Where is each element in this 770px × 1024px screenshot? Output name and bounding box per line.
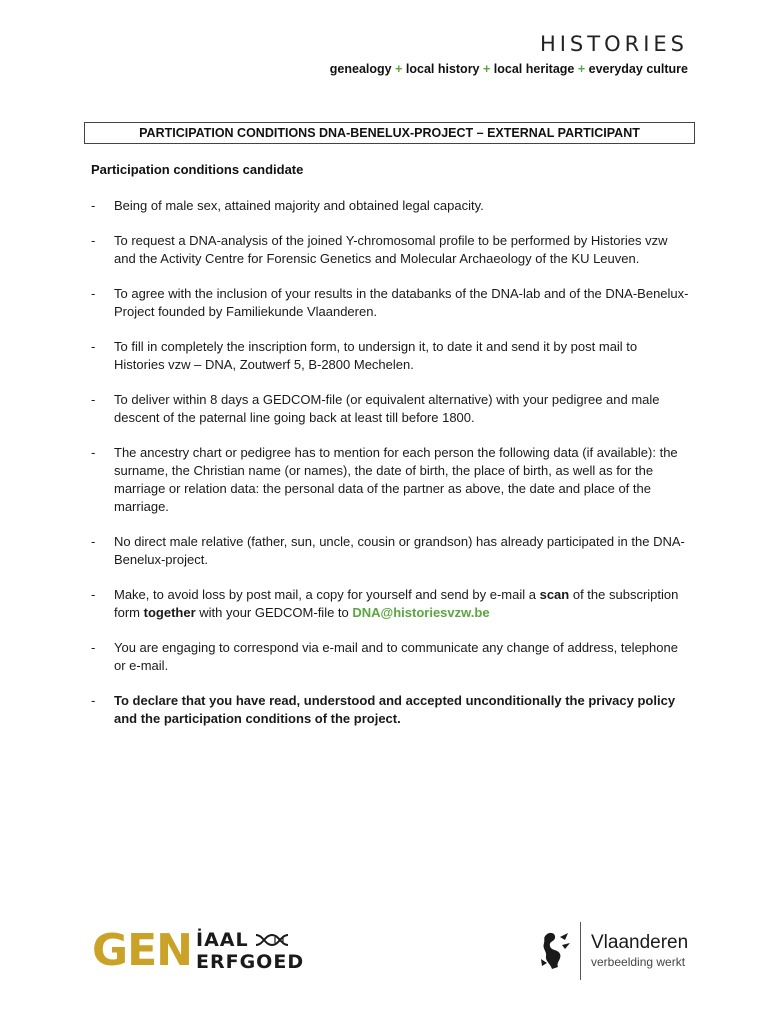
bullet-dash: - [91,693,96,708]
gen-logo-line1-text: İAAL [196,929,249,951]
tagline-plus: + [577,62,586,76]
email-link[interactable]: DNA@historiesvzw.be [352,605,490,620]
bullet-dash: - [91,198,96,213]
tagline-part: genealogy [329,62,396,76]
section-heading: Participation conditions candidate [91,162,304,177]
tagline-part: local heritage [490,62,578,76]
condition-text: You are engaging to correspond via e-mail and to communicate any change of address, telephone or e-mail. [114,640,678,673]
condition-text: The ancestry chart or pedigree has to mention for each person the following data (if available): the surname, the Christian name (or names), the date of birth, the place of birth, as well as for the marriage or relation data: the personal data of the partner as above, the date and place of the marriage. [114,445,678,514]
condition-item [91,338,691,374]
bullet-dash: - [91,587,96,602]
condition-item-scan [91,586,691,622]
bullet-dash: - [91,640,96,655]
gen-logo-stack [196,929,304,973]
bullet-dash: - [91,286,96,301]
condition-item [91,533,691,569]
brand-logo: HISTORIES [539,32,688,56]
flemish-lion-icon [538,929,572,973]
tagline-part: local history [402,62,483,76]
document-title: PARTICIPATION CONDITIONS DNA-BENELUX-PROJECT – EXTERNAL PARTICIPANT [84,122,695,144]
scan-emphasis: scan [539,587,570,602]
condition-text [114,586,691,622]
condition-text: To deliver within 8 days a GEDCOM-file (or equivalent alternative) with your pedigree and male descent of the paternal line going back at least till before 1800. [114,392,660,425]
vlaanderen-name: Vlaanderen [591,932,689,953]
condition-text: To declare that you have read, understood and accepted unconditionally the privacy policy and the participation conditions of the project. [114,693,676,726]
gen-logo-line2: ERFGOED [196,951,305,973]
bullet-dash: - [91,339,96,354]
condition-item [91,285,691,321]
condition-item [91,639,691,675]
condition-item-declare [91,692,691,728]
gen-logo-big: GEN [92,925,192,976]
tagline-part: everyday culture [585,62,688,76]
bullet-dash: - [91,534,96,549]
condition-text: To agree with the inclusion of your results in the databanks of the DNA-lab and of the DNA-Benelux-Project founded by Familiekunde Vlaanderen. [114,286,689,319]
bullet-dash: - [91,233,96,248]
condition-text: To request a DNA-analysis of the joined Y-chromosomal profile to be performed by Histories vzw and the Activity Centre for Forensic Genetics and Molecular Archaeology of the KU Leuven. [114,233,668,266]
condition-text-part: of the subscription form [114,587,679,620]
condition-item [91,232,691,268]
conditions-list [91,197,691,745]
condition-item [91,391,691,427]
tagline [330,62,688,76]
condition-text: To fill in completely the inscription form, to undersign it, to date it and send it by post mail to Histories vzw – DNA, Zoutwerf 5, B-2800 Mechelen. [114,339,638,372]
vlaanderen-divider [580,922,581,980]
condition-item [91,444,691,516]
condition-text-part: with your GEDCOM-file to [195,605,353,620]
condition-text-part: Make, to avoid loss by post mail, a copy for yourself and send by e-mail a [114,587,540,602]
gen-erfgoed-logo [92,926,304,976]
gen-logo-line1 [196,929,304,951]
bullet-dash: - [91,392,96,407]
condition-item [91,197,691,215]
condition-text: No direct male relative (father, sun, uncle, cousin or grandson) has already participated in the DNA-Benelux-project. [114,534,685,567]
vlaanderen-logo [538,920,688,982]
vlaanderen-tagline: verbeelding werkt [591,955,686,969]
dna-helix-icon [255,933,289,947]
tagline-plus: + [483,62,491,76]
vlaanderen-text [591,932,688,970]
bullet-dash: - [91,445,96,460]
together-emphasis: together [143,605,196,620]
condition-text: Being of male sex, attained majority and obtained legal capacity. [114,198,484,213]
tagline-plus: + [395,62,403,76]
